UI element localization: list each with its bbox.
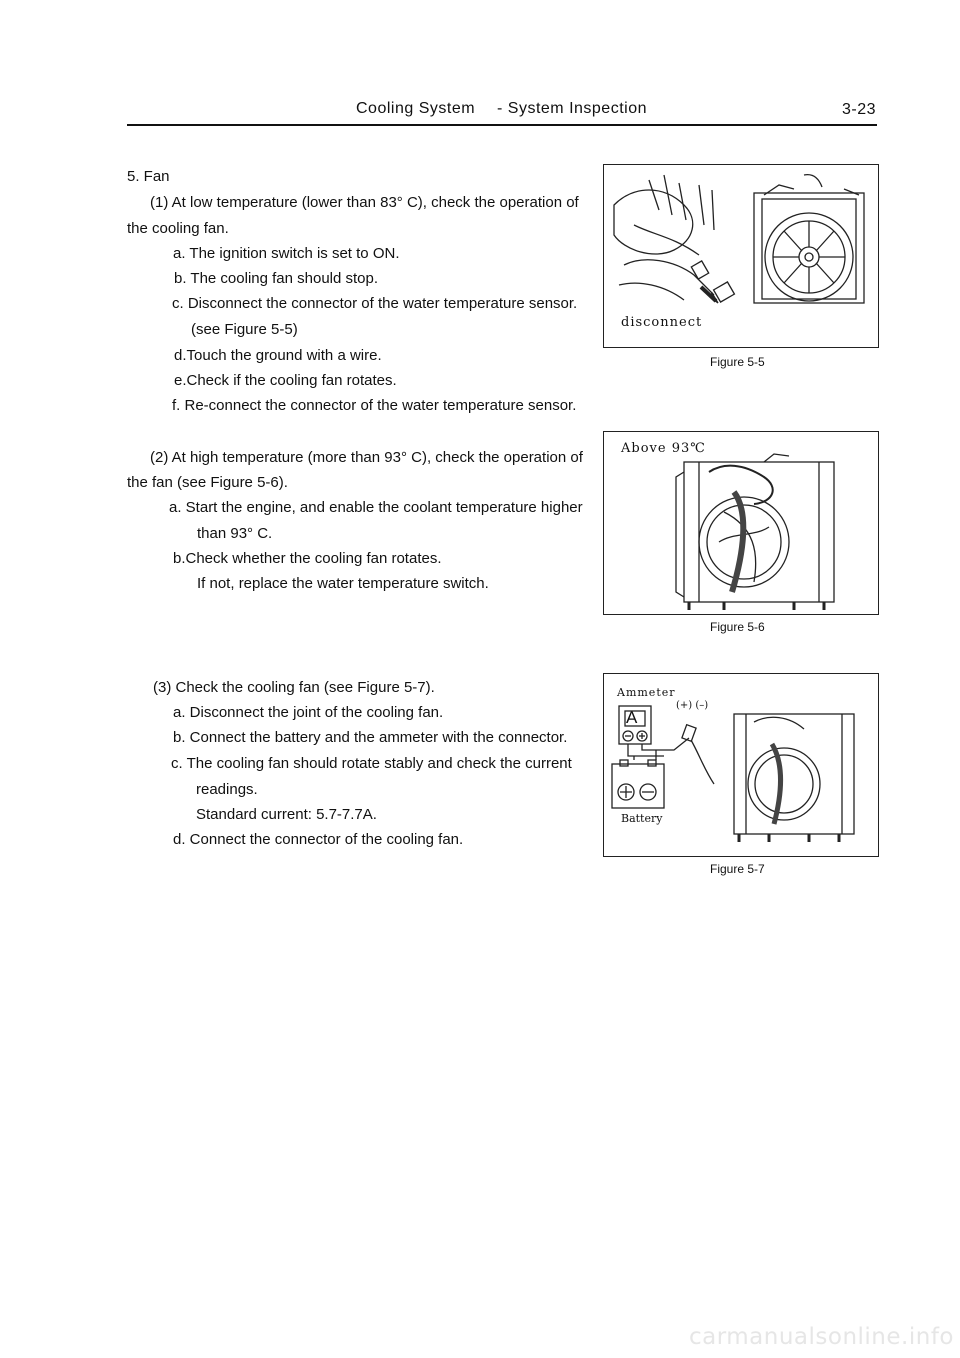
text-line: d.Touch the ground with a wire. [174,347,382,364]
text-line: the cooling fan. [127,220,229,237]
ammeter-label: Ammeter [617,686,676,699]
text-line: readings. [196,781,258,798]
watermark: carmanualsonline.info [688,1324,954,1350]
figure-5-7 [603,673,879,857]
text-line: If not, replace the water temperature switch. [197,575,489,592]
text-line: a. The ignition switch is set to ON. [173,245,400,262]
figure-5-6 [603,431,879,615]
battery-label: Battery [621,812,663,825]
subsection-title: - System Inspection [497,100,647,117]
meter-letter: A [626,708,638,727]
text-line: (2) At high temperature (more than 93° C), check the operation of [150,449,583,466]
text-line: (see Figure 5-5) [191,321,298,338]
text-line: the fan (see Figure 5-6). [127,474,288,491]
page-number: 3-23 [842,101,877,118]
text-line: c. The cooling fan should rotate stably and check the current [171,755,572,772]
text-line: (1) At low temperature (lower than 83° C), check the operation of [150,194,579,211]
text-line: d. Connect the connector of the cooling fan. [173,831,464,848]
text-line: e.Check if the cooling fan rotates. [174,372,397,389]
text-line: b. Connect the battery and the ammeter with the connector. [173,729,568,746]
text-line: b.Check whether the cooling fan rotates. [173,550,442,567]
header-rule [127,124,877,126]
text-line: than 93° C. [197,525,273,542]
section-title: Cooling System [356,100,476,117]
ammeter-battery-illustration [604,674,878,856]
disconnect-label: disconnect [621,315,703,330]
polarity-label: (+) (–) [676,700,709,711]
section-heading-fan: 5. Fan [127,168,170,185]
text-line: b. The cooling fan should stop. [174,270,379,287]
temperature-label: Above 93℃ [621,441,706,456]
text-line: c. Disconnect the connector of the water temperature sensor. [172,295,578,312]
text-line: a. Disconnect the joint of the cooling fan. [173,704,444,721]
text-line: a. Start the engine, and enable the coolant temperature higher [169,499,583,516]
figure-5-5 [603,164,879,348]
text-line: f. Re-connect the connector of the water temperature sensor. [172,397,577,414]
radiator-fan-illustration [604,432,878,614]
text-line: (3) Check the cooling fan (see Figure 5-7). [153,679,435,696]
figure-5-5-caption: Figure 5-5 [710,355,765,369]
figure-5-6-caption: Figure 5-6 [710,620,765,634]
text-line: Standard current: 5.7-7.7A. [196,806,377,823]
figure-5-7-caption: Figure 5-7 [710,862,765,876]
